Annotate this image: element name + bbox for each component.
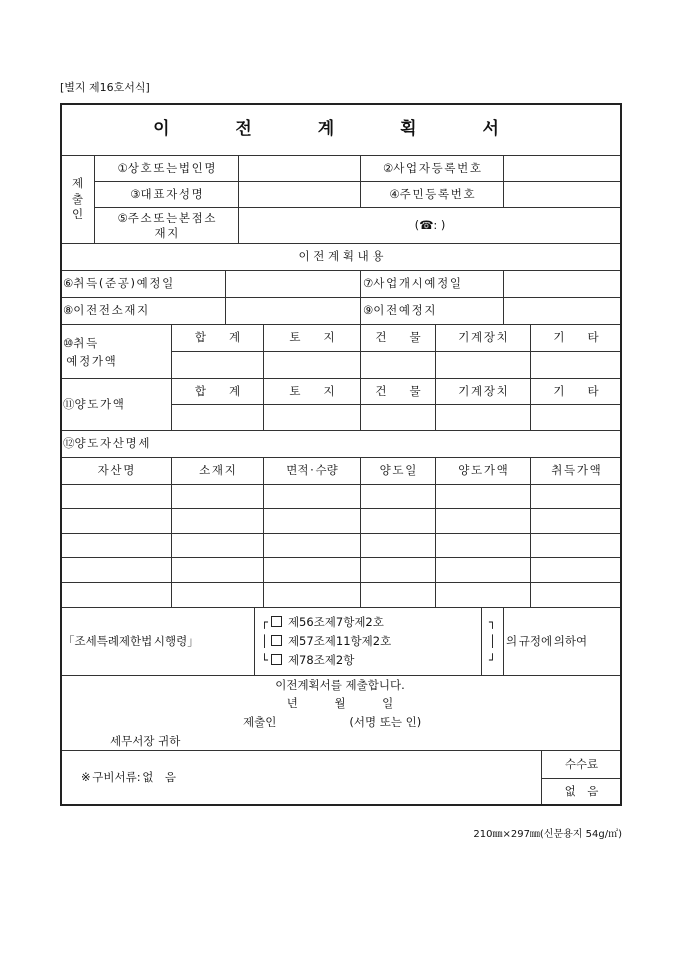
applicant-group-label: 제 출 인	[60, 155, 95, 244]
asset-cell[interactable]	[60, 508, 172, 534]
asset-header-transfer-date: 양 도 일	[360, 457, 436, 485]
checkbox[interactable]	[271, 635, 282, 646]
tr-other-field[interactable]	[530, 404, 622, 431]
asset-cell[interactable]	[171, 484, 264, 509]
plan-section-header: 이 전 계 획 내 용	[60, 243, 622, 271]
asset-cell[interactable]	[360, 533, 436, 558]
asset-header-acquisition-price: 취 득 가 액	[530, 457, 622, 485]
planned-location-field[interactable]	[503, 297, 622, 325]
asset-cell[interactable]	[171, 533, 264, 558]
asset-cell[interactable]	[171, 557, 264, 583]
asset-cell[interactable]	[171, 508, 264, 534]
asset-cell[interactable]	[530, 508, 622, 534]
asset-cell[interactable]	[263, 533, 361, 558]
asset-header-location: 소 재 지	[171, 457, 264, 485]
label-address: ⑤주 소 또 는 본 점 소 재 지	[94, 207, 239, 244]
tr-machinery-field[interactable]	[435, 404, 531, 431]
checkbox[interactable]	[271, 616, 282, 627]
header-total: 합 계	[171, 324, 264, 352]
header-other: 기 타	[530, 378, 622, 405]
required-documents: ※ 구비서류: 없 음	[60, 750, 542, 806]
asset-header-name: 자 산 명	[60, 457, 172, 485]
tr-building-field[interactable]	[360, 404, 436, 431]
label-planned-acquisition-price: ⑩취 득 예 정 가 액	[60, 324, 172, 379]
asset-cell[interactable]	[60, 557, 172, 583]
provision-suffix: 의 규정에 의하여	[503, 607, 622, 676]
label-business-start-date: ⑦사 업 개 시 예 정 일	[360, 270, 504, 298]
company-name-field[interactable]	[238, 155, 361, 182]
business-start-date-field[interactable]	[503, 270, 622, 298]
business-reg-no-field[interactable]	[503, 155, 622, 182]
asset-cell[interactable]	[360, 582, 436, 608]
header-land: 토 지	[263, 324, 361, 352]
header-total: 합 계	[171, 378, 264, 405]
asset-cell[interactable]	[60, 484, 172, 509]
asset-cell[interactable]	[60, 582, 172, 608]
submission-statement: 이전계획서를 제출합니다.	[275, 678, 405, 692]
acq-total-field[interactable]	[171, 351, 264, 379]
submission-date[interactable]: 년 월 일	[286, 696, 394, 710]
acq-land-field[interactable]	[263, 351, 361, 379]
label-representative: ③대 표 자 성 명	[94, 181, 239, 208]
asset-cell[interactable]	[263, 508, 361, 534]
label-business-reg-no: ②사 업 자 등 록 번 호	[360, 155, 504, 182]
asset-cell[interactable]	[263, 557, 361, 583]
tr-total-field[interactable]	[171, 404, 264, 431]
address-field[interactable]: (☎: )	[238, 207, 622, 244]
tr-land-field[interactable]	[263, 404, 361, 431]
checkbox[interactable]	[271, 654, 282, 665]
acq-machinery-field[interactable]	[435, 351, 531, 379]
asset-cell[interactable]	[435, 533, 531, 558]
provision-option[interactable]: └ 제78조제2항	[261, 653, 355, 667]
asset-cell[interactable]	[263, 484, 361, 509]
label-acquisition-date: ⑥취 득 ( 준 공 ) 예 정 일	[60, 270, 226, 298]
asset-cell[interactable]	[360, 508, 436, 534]
asset-cell[interactable]	[435, 582, 531, 608]
label-company-name: ①상 호 또 는 법 인 명	[94, 155, 239, 182]
asset-cell[interactable]	[435, 508, 531, 534]
provision-option[interactable]: ┌ 제56조제7항제2호	[261, 615, 384, 629]
label-previous-location: ⑧이 전 전 소 재 지	[60, 297, 226, 325]
label-transfer-price: ⑪양 도 가 액	[60, 378, 172, 431]
provision-options	[254, 607, 482, 676]
provision-option[interactable]: │ 제57조제11항제2호	[261, 634, 392, 648]
asset-cell[interactable]	[530, 557, 622, 583]
header-machinery: 기 계 장 치	[435, 378, 531, 405]
asset-cell[interactable]	[360, 484, 436, 509]
label-resident-reg-no: ④주 민 등 록 번 호	[360, 181, 504, 208]
fee-label: 수수료	[541, 750, 622, 779]
asset-header-area: 면적 · 수량	[263, 457, 361, 485]
form-title: 이 전 계 획 서	[60, 103, 622, 156]
paper-spec: 210㎜×297㎜(신문용지 54g/㎡)	[473, 829, 622, 840]
acquisition-date-field[interactable]	[225, 270, 361, 298]
asset-cell[interactable]	[530, 533, 622, 558]
label-planned-location: ⑨이 전 예 정 지	[360, 297, 504, 325]
asset-cell[interactable]	[435, 557, 531, 583]
law-name: 「조세특례제한법 시행령」	[60, 607, 255, 676]
header-building: 건 물	[360, 378, 436, 405]
representative-field[interactable]	[238, 181, 361, 208]
addressee: 세무서장 귀하	[110, 734, 181, 748]
resident-reg-no-field[interactable]	[503, 181, 622, 208]
asset-cell[interactable]	[60, 533, 172, 558]
previous-location-field[interactable]	[225, 297, 361, 325]
asset-cell[interactable]	[263, 582, 361, 608]
header-building: 건 물	[360, 324, 436, 352]
asset-header-transfer-price: 양 도 가 액	[435, 457, 531, 485]
bracket-right: ┐ │ ┘	[481, 607, 504, 676]
header-other: 기 타	[530, 324, 622, 352]
submitter-signature[interactable]: 제출인 (서명 또는 인)	[243, 715, 422, 729]
asset-cell[interactable]	[435, 484, 531, 509]
acq-building-field[interactable]	[360, 351, 436, 379]
acq-other-field[interactable]	[530, 351, 622, 379]
asset-cell[interactable]	[171, 582, 264, 608]
asset-cell[interactable]	[530, 484, 622, 509]
asset-cell[interactable]	[360, 557, 436, 583]
fee-value: 없 음	[541, 778, 622, 806]
header-land: 토 지	[263, 378, 361, 405]
label-transfer-assets: ⑫양 도 자 산 명 세	[60, 430, 622, 458]
asset-cell[interactable]	[530, 582, 622, 608]
form-number: [별지 제16호서식]	[60, 81, 150, 94]
header-machinery: 기 계 장 치	[435, 324, 531, 352]
